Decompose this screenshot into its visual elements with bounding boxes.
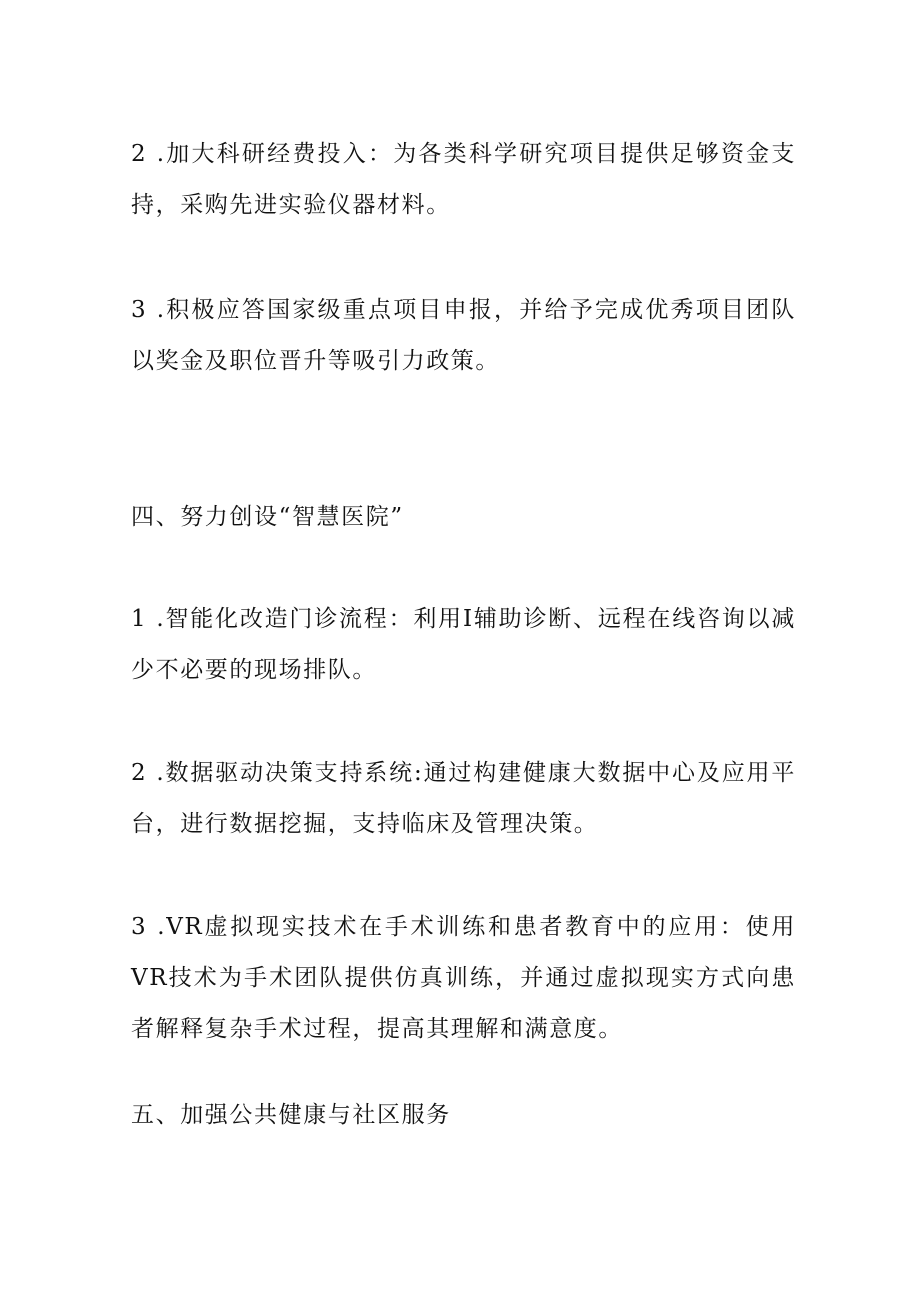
paragraph-outpatient-process: 1 .智能化改造门诊流程：利用I辅助诊断、远程在线咨询以减少不必要的现场排队。 <box>131 606 796 683</box>
paragraph-vr-technology: 3 .VR虚拟现实技术在手术训练和患者教育中的应用：使用VR技术为手术团队提供仿真训练，并通过虚拟现实方式向患者解释复杂手术过程，提高其理解和满意度。 <box>131 914 796 1042</box>
paragraph-data-decision: 2 .数据驱动决策支持系统:通过构建健康大数据中心及应用平台，进行数据挖掘，支持临床及管理决策。 <box>131 760 796 837</box>
section-heading-smart-hospital: 四、努力创设“智慧医院” <box>131 504 404 530</box>
paragraph-national-projects: 3 .积极应答国家级重点项目申报，并给予完成优秀项目团队以奖金及职位晋升等吸引力政策。 <box>131 297 796 374</box>
section-heading-public-health: 五、加强公共健康与社区服务 <box>131 1102 451 1128</box>
paragraph-research-funding: 2 .加大科研经费投入：为各类科学研究项目提供足够资金支持，采购先进实验仪器材料。 <box>131 141 796 218</box>
